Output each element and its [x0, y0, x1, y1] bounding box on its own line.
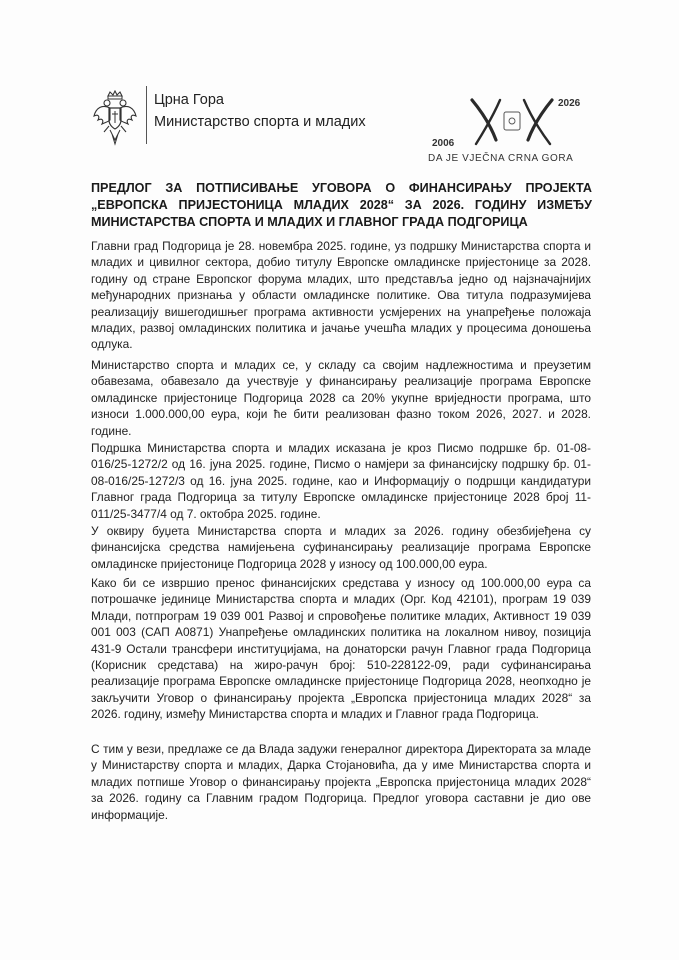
- paragraph-2: Министарство спорта и младих се, у складу са својим надлежностима и преузетим обавезама, обавезало да учествује у финансирању реализације програма Европске омладинске пријестонице Подгорица 2028 са 20% укупне вриједности програма, што износи 1.000.000,00 еура, који ће бити реализован фазно током 2026, 2027. и 2028. године.: [91, 358, 591, 438]
- paragraph-1: Главни град Подгорица је 28. новембра 2025. године, уз подршку Министарства спорта и младих и цивилног сектора, добио титулу Европске омладинске пријестонице за 2028. годину од стране Европског форума младих, што представља једно од најзначајнијих међународних признања у области омладинске политике. Ова титула подразумијева реализацију вишегодишњег програма активности усмјерених на унапређење положаја младих, развој омладинских политика и јачање учешћа младих у процесима доношења одлука.: [91, 239, 591, 352]
- roman-xx-emblem-icon: [468, 96, 556, 152]
- country-name: Црна Гора: [154, 92, 224, 108]
- paragraph-3: Подршка Министарства спорта и младих исказана је кроз Писмо подршке бр. 01-08-016/25-1272/2 од 16. јуна 2025. године, Писмо о намјери за финансијску подршку бр. 01-08-016/25-1272/3 од 16. јуна 2025. године, као и Информацију о подршци кандидатури Главног града Подгорица за титулу Европске омладинске пријестонице 2028 број 11-011/25-3477/4 од 7. октобра 2025. године.: [91, 441, 591, 521]
- paragraph-5: Како би се извршио пренос финансијских средстава у износу од 100.000,00 еура са потрошачке јединице Министарства спорта и младих (Орг. Код 42101), програм 19 039 Млади, потпрограм 19 039 001 Развој и спровођење политике младих, Активност 19 039 001 003 (САП А0871) Унапређење омладинских политика на локалном нивоу, позиција 431-9 Остали трансфери институцијама, на донаторски рачун Главног града Подгорица (Корисник средстава) на жиро-рачун број: 510-228122-09, ради суфинансирања реализације програма Европске омладинске пријестонице Подгорица 2028, неопходно је закључити Уговор о финансирању пројекта „Европска пријестоница младих 2028“ за 2026. годину, између Министарства спорта и младих и Главног града Подгорица.: [91, 576, 591, 722]
- jubilee-year-start: 2006: [432, 138, 455, 149]
- document-title: ПРЕДЛОГ ЗА ПОТПИСИВАЊЕ УГОВОРА О ФИНАНСИРАЊУ ПРОЈЕКТА „ЕВРОПСКА ПРИЈЕСТОНИЦА МЛАДИХ 2028“ ЗА 2026. ГОДИНУ ИЗМЕЂУ МИНИСТАРСТВА СПОРТА И МЛАДИХ И ГЛАВНОГ ГРАДА ПОДГОРИЦА: [91, 181, 592, 229]
- organization-block: [154, 89, 366, 133]
- jubilee-logo: [424, 96, 594, 170]
- paragraph-6: С тим у вези, предлаже се да Влада задужи генералног директора Директората за младе у Министарству спорта и младих, Дарка Стојановића, да у име Министарства спорта и младих потпише Уговор о финансирању пројекта „Европска пријестоница младих 2028“ за 2026. годину са Главним градом Подгорица. Предлог уговора саставни је дио ове информације.: [91, 742, 591, 822]
- header-divider: [146, 86, 147, 144]
- paragraph-4: У оквиру буџета Министарства спорта и младих за 2026. годину обезбијеђена су финансијска средства намијењена суфинансирању реализације програма Европске омладинске пријестонице Подгорица 2028 у износу од 100.000,00 еура.: [91, 524, 591, 571]
- ministry-name: Министарство спорта и младих: [154, 114, 366, 130]
- montenegro-coat-of-arms-icon: [92, 90, 138, 146]
- jubilee-year-end: 2026: [558, 98, 581, 109]
- jubilee-slogan: DA JE VJEČNA CRNA GORA: [428, 153, 574, 164]
